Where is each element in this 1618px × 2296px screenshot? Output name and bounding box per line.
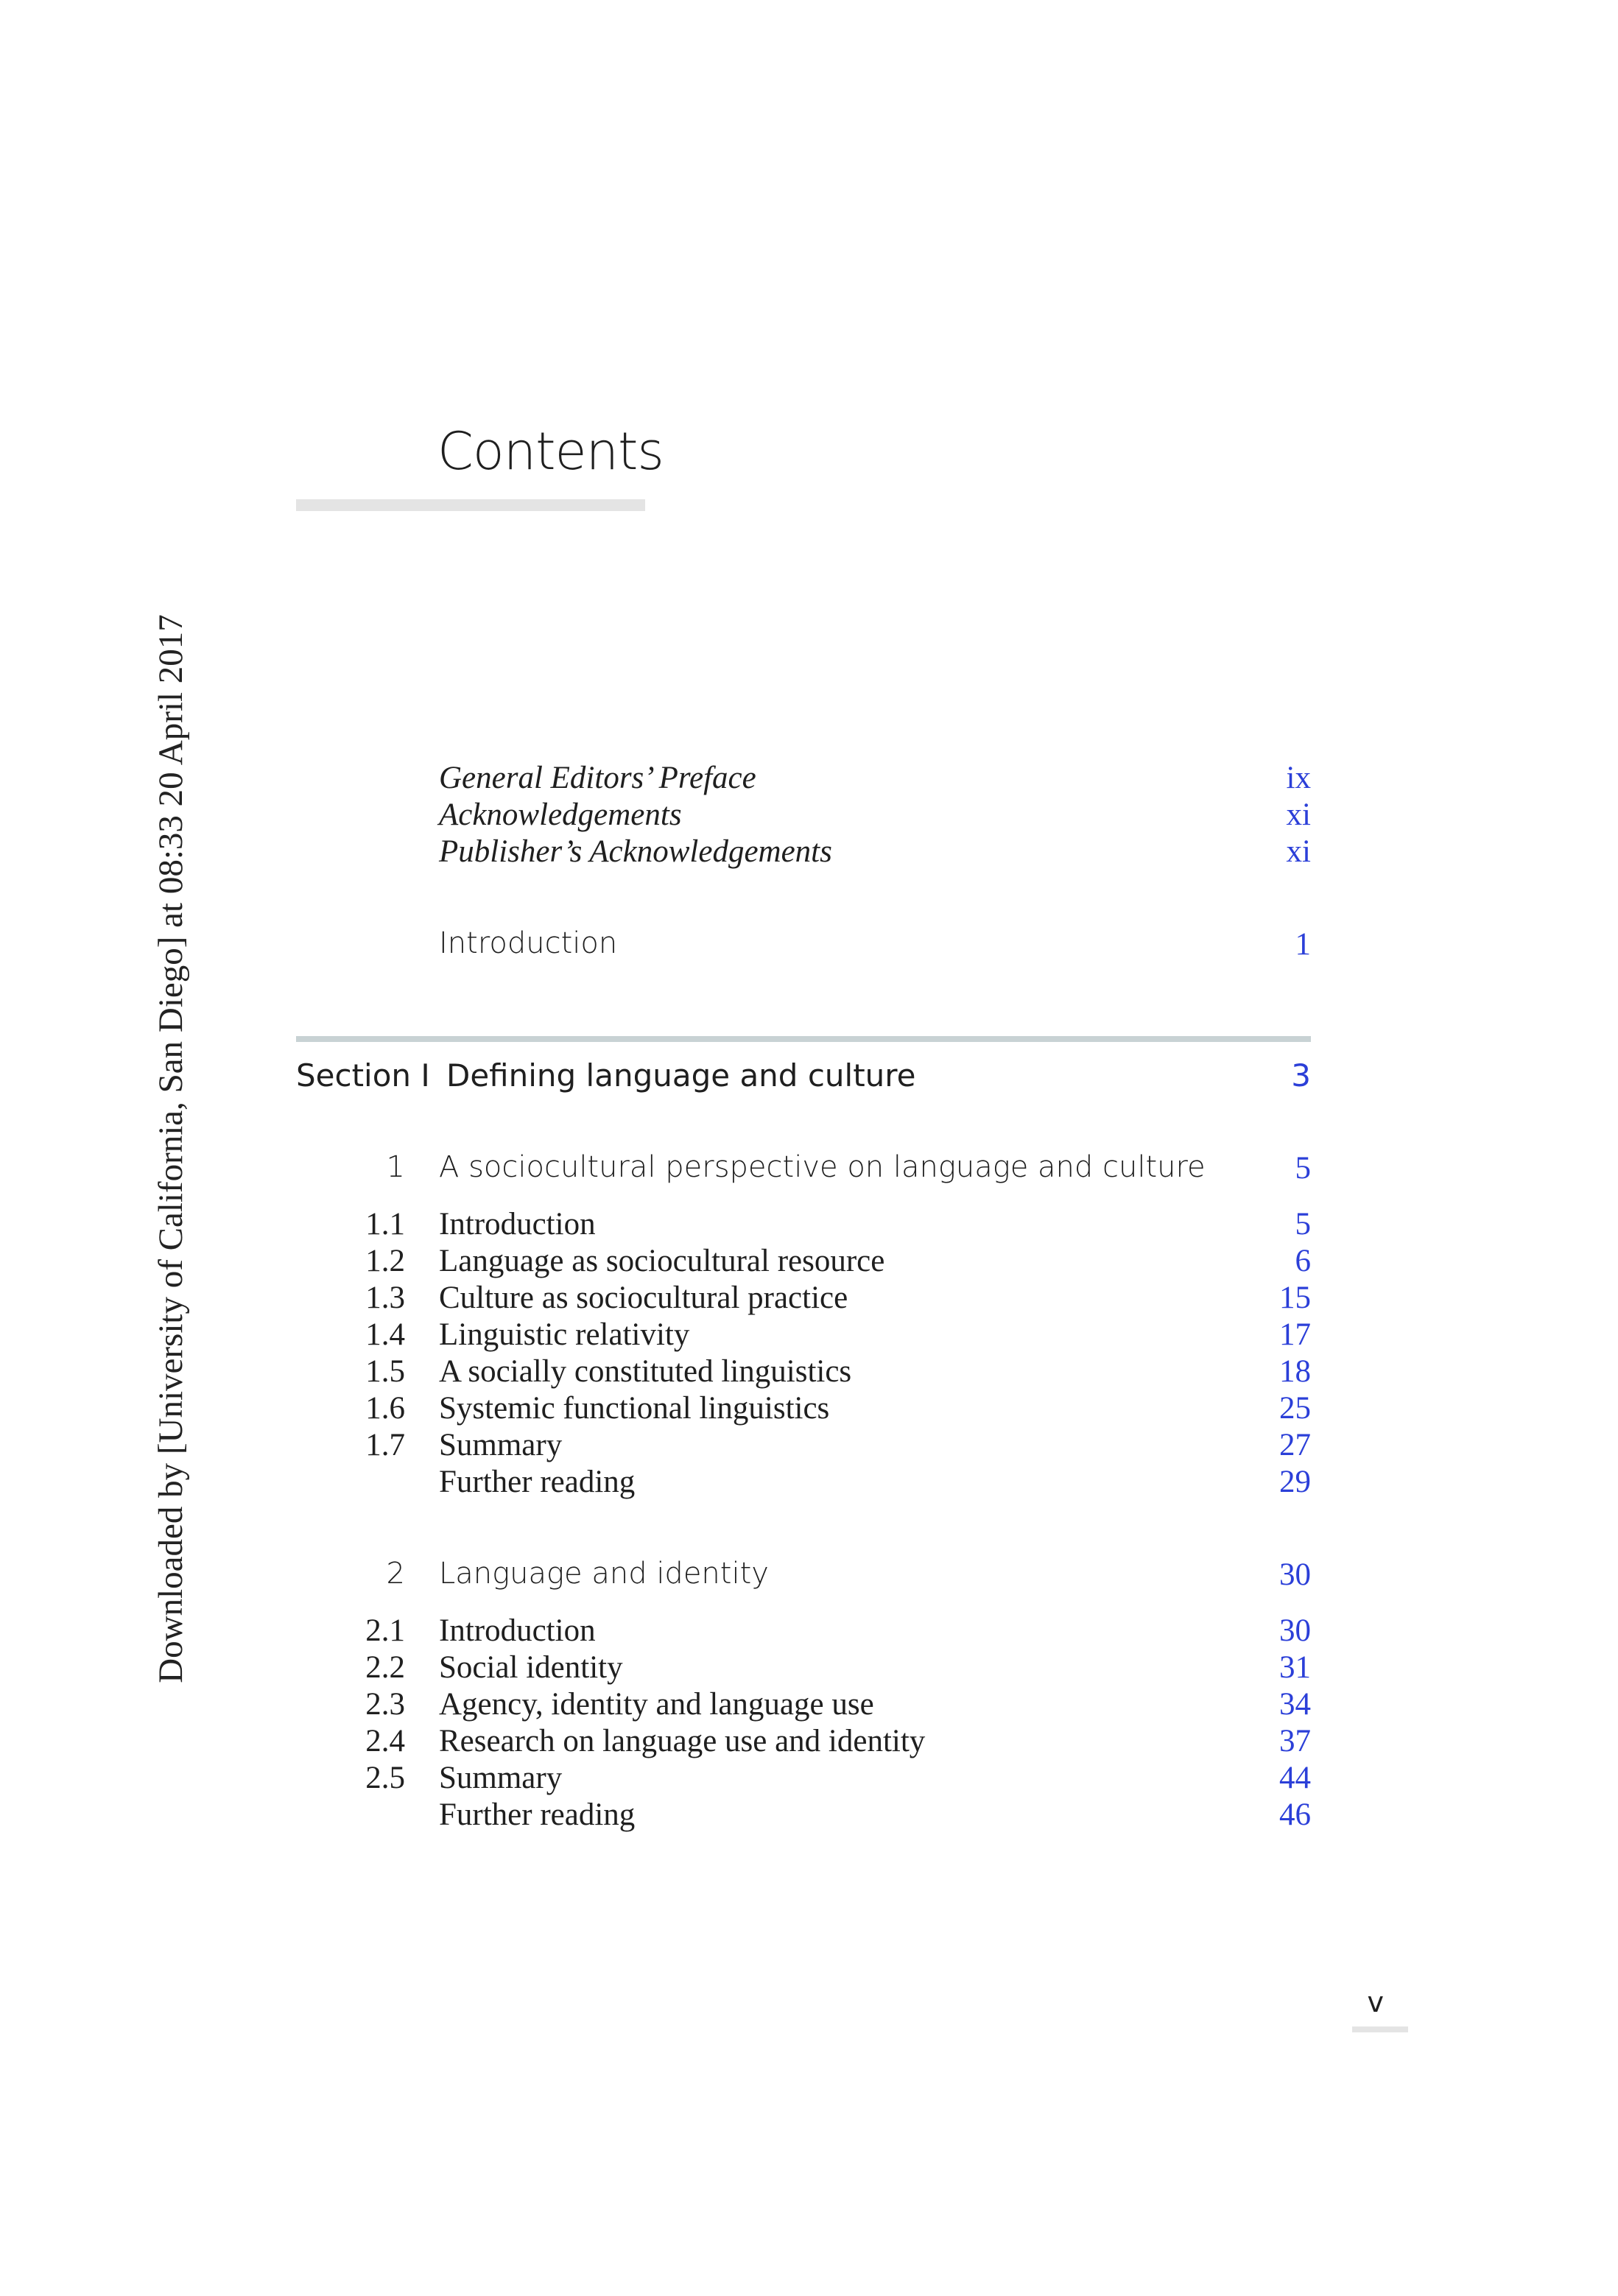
toc-page-link[interactable]: 31: [1279, 1650, 1311, 1685]
subsection-title: Agency, identity and language use: [439, 1687, 874, 1722]
subsection-number: 1.4: [365, 1317, 405, 1352]
toc-subsection-row[interactable]: [0, 1613, 1618, 1654]
toc-entry-text: General Editors’ Preface: [439, 761, 756, 795]
toc-entry-text: Acknowledgements: [439, 797, 682, 832]
subsection-title: Systemic functional linguistics: [439, 1391, 830, 1426]
toc-page-link[interactable]: 34: [1279, 1687, 1311, 1722]
subsection-number: 1.5: [365, 1354, 405, 1389]
subsection-number: 1.1: [365, 1207, 405, 1242]
toc-subsection-row[interactable]: [0, 1464, 1618, 1505]
subsection-number: 1.7: [365, 1428, 405, 1462]
chapter-title: A sociocultural perspective on language and culture: [439, 1150, 1206, 1184]
subsection-number: 1.3: [365, 1281, 405, 1315]
toc-page-link[interactable]: 44: [1279, 1761, 1311, 1795]
toc-page-link[interactable]: 18: [1279, 1354, 1311, 1389]
toc-subsection-row[interactable]: [0, 1353, 1618, 1395]
toc-chapter-row[interactable]: [0, 1150, 1618, 1191]
subsection-title: Culture as sociocultural practice: [439, 1281, 848, 1315]
section-label: Section I: [296, 1057, 430, 1094]
toc-chapter-row[interactable]: [0, 1557, 1618, 1598]
toc-section-row[interactable]: [0, 1057, 1618, 1099]
title-underline: [296, 499, 645, 511]
toc-subsection-row[interactable]: [0, 1390, 1618, 1432]
subsection-title: A socially constituted linguistics: [439, 1354, 852, 1389]
section-rule: [296, 1036, 1311, 1042]
subsection-title: Research on language use and identity: [439, 1724, 926, 1758]
toc-introduction-row[interactable]: [0, 926, 1618, 968]
page-title: Contents: [437, 421, 664, 482]
toc-page-link[interactable]: 1: [1295, 927, 1311, 962]
toc-subsection-row[interactable]: [0, 1797, 1618, 1838]
subsection-number: 2.3: [365, 1687, 405, 1722]
toc-entry-text: Publisher’s Acknowledgements: [439, 834, 832, 869]
toc-subsection-row[interactable]: [0, 1649, 1618, 1691]
subsection-number: 2.2: [365, 1650, 405, 1685]
section-title: Defining language and culture: [446, 1057, 916, 1094]
toc-front-matter-row[interactable]: [0, 760, 1618, 801]
page-number-bar: [1352, 2026, 1408, 2032]
subsection-title: Introduction: [439, 1613, 596, 1648]
toc-page-link[interactable]: 5: [1295, 1207, 1311, 1242]
toc-page-link[interactable]: 15: [1279, 1281, 1311, 1315]
chapter-title: Language and identity: [439, 1557, 769, 1591]
subsection-number: 2.5: [365, 1761, 405, 1795]
subsection-number: 1.2: [365, 1244, 405, 1278]
subsection-title: Introduction: [439, 1207, 596, 1242]
toc-page-link[interactable]: 30: [1279, 1613, 1311, 1648]
side-download-note: Downloaded by [University of California, San Diego] at 08:33 20 April 2017: [152, 614, 190, 1683]
subsection-title: Language as sociocultural resource: [439, 1244, 885, 1278]
toc-page-link[interactable]: 30: [1279, 1557, 1311, 1592]
toc-page-link[interactable]: 6: [1295, 1244, 1311, 1278]
toc-subsection-row[interactable]: [0, 1206, 1618, 1247]
toc-subsection-row[interactable]: [0, 1427, 1618, 1468]
page-number: v: [1367, 1986, 1384, 2018]
subsection-title: Summary: [439, 1428, 563, 1462]
toc-subsection-row[interactable]: [0, 1686, 1618, 1728]
subsection-number: 2.1: [365, 1613, 405, 1648]
toc-page-link[interactable]: 46: [1279, 1797, 1311, 1832]
toc-subsection-row[interactable]: [0, 1317, 1618, 1358]
toc-page-link[interactable]: 29: [1279, 1465, 1311, 1499]
chapter-number: 2: [386, 1557, 405, 1591]
toc-subsection-row[interactable]: [0, 1280, 1618, 1321]
toc-page-link[interactable]: ix: [1286, 761, 1311, 795]
subsection-title: Further reading: [439, 1797, 636, 1832]
toc-subsection-row[interactable]: [0, 1760, 1618, 1801]
toc-page-link[interactable]: xi: [1286, 834, 1311, 869]
toc-page-link[interactable]: xi: [1286, 797, 1311, 832]
toc-front-matter-row[interactable]: [0, 797, 1618, 838]
subsection-title: Further reading: [439, 1465, 636, 1499]
subsection-number: 1.6: [365, 1391, 405, 1426]
toc-entry-text: Introduction: [439, 926, 618, 960]
toc-page-link[interactable]: 25: [1279, 1391, 1311, 1426]
toc-page-link[interactable]: 3: [1291, 1057, 1311, 1094]
toc-subsection-row[interactable]: [0, 1723, 1618, 1764]
subsection-number: 2.4: [365, 1724, 405, 1758]
toc-front-matter-row[interactable]: [0, 834, 1618, 875]
subsection-title: Summary: [439, 1761, 563, 1795]
subsection-title: Linguistic relativity: [439, 1317, 690, 1352]
toc-page-link[interactable]: 27: [1279, 1428, 1311, 1462]
toc-subsection-row[interactable]: [0, 1243, 1618, 1284]
toc-page-link[interactable]: 5: [1295, 1151, 1311, 1186]
toc-page-link[interactable]: 17: [1279, 1317, 1311, 1352]
chapter-number: 1: [386, 1150, 405, 1184]
toc-page-link[interactable]: 37: [1279, 1724, 1311, 1758]
subsection-title: Social identity: [439, 1650, 623, 1685]
